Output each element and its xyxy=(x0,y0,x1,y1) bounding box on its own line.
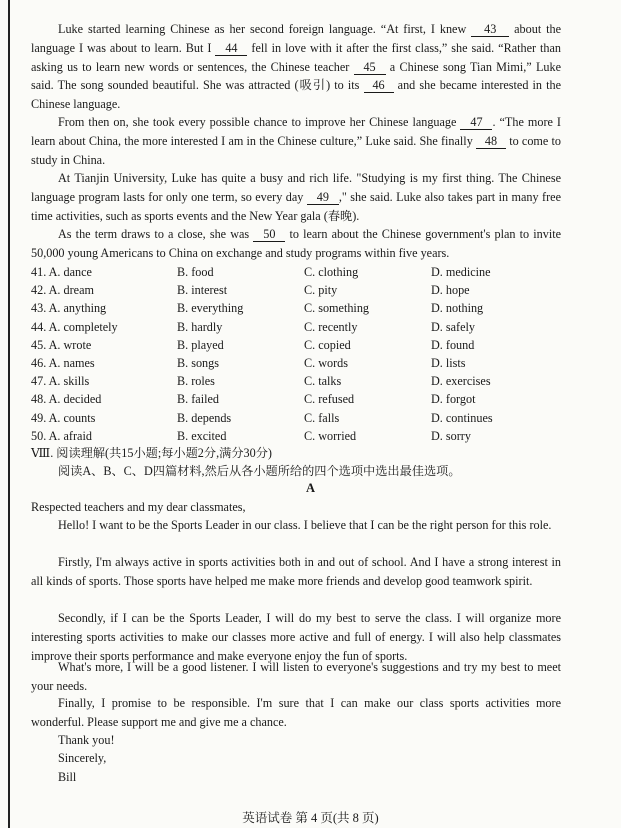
option-d: D. continues xyxy=(431,410,493,425)
option-d: D. hope xyxy=(431,283,470,298)
option-row xyxy=(31,318,561,336)
passage-paragraph-4: As the term draws to a close, she was 50 to learn about the Chinese government's plan to invite 50,000 young Americans to China on exchange and study programs within five years. xyxy=(31,227,562,260)
option-c: C. something xyxy=(304,301,370,316)
option-a: 42. A. dream xyxy=(31,283,94,298)
option-b: B. interest xyxy=(177,283,228,298)
option-b: B. songs xyxy=(177,355,219,370)
option-row xyxy=(31,390,561,408)
passage-label: A xyxy=(305,481,316,495)
page-footer: 英语试卷 第 4 页(共 8 页) xyxy=(242,811,379,825)
option-row xyxy=(31,427,561,445)
option-a: 48. A. decided xyxy=(31,392,102,407)
option-d: D. lists xyxy=(431,355,466,370)
option-c: C. worried xyxy=(304,428,357,443)
option-c: C. refused xyxy=(304,392,355,407)
answer-options xyxy=(31,263,561,445)
option-a: 41. A. dance xyxy=(31,265,92,279)
option-a: 44. A. completely xyxy=(31,319,118,334)
option-b: B. roles xyxy=(177,374,215,389)
option-d: D. exercises xyxy=(431,374,491,389)
blank-46: 46 xyxy=(364,78,394,93)
option-c: C. falls xyxy=(304,410,340,425)
option-b: B. hardly xyxy=(177,319,223,334)
option-row xyxy=(31,281,561,299)
option-b: B. depends xyxy=(177,410,232,425)
option-c: C. pity xyxy=(304,283,338,298)
section-heading: Ⅷ. 阅读理解(共15小题;每小题2分,满分30分) xyxy=(31,446,272,460)
option-b: B. failed xyxy=(177,392,219,407)
letter-closing: Sincerely, xyxy=(58,751,107,765)
option-a: 45. A. wrote xyxy=(31,337,92,352)
letter-paragraph: Firstly, I'm always active in sports activities both in and out of school. And I have a strong interest in all kinds of sports. Those sports have helped me make more friends and develop good teamwork spirit. xyxy=(31,555,561,588)
option-c: C. words xyxy=(304,355,349,370)
option-d: D. sorry xyxy=(431,428,471,443)
option-row xyxy=(31,299,561,317)
letter-thanks: Thank you! xyxy=(58,733,115,747)
option-b: B. excited xyxy=(177,428,227,443)
letter-paragraph: Hello! I want to be the Sports Leader in our class. I believe that I can be the right person for this role. xyxy=(58,518,552,532)
option-row xyxy=(31,409,561,427)
letter-paragraph: Secondly, if I can be the Sports Leader, I will do my best to serve the class. I will organize more interesting sports activities to make our classes more active and full of energy. I will also help classmates improve their sports performance and make everyone enjoy the fun of sports. xyxy=(31,611,561,663)
letter-paragraph: Finally, I promise to be responsible. I'm sure that I can make our class sports activities more wonderful. Please support me and give me a chance. xyxy=(31,696,561,729)
binding-line xyxy=(8,0,10,828)
option-d: D. nothing xyxy=(431,301,484,316)
option-d: D. forgot xyxy=(431,392,476,407)
option-d: D. safely xyxy=(431,319,475,334)
blank-48: 48 xyxy=(476,134,506,149)
blank-45: 45 xyxy=(354,60,386,75)
option-b: B. everything xyxy=(177,301,244,316)
blank-47: 47 xyxy=(460,115,492,130)
option-a: 50. A. afraid xyxy=(31,428,92,443)
option-row xyxy=(31,354,561,372)
blank-50: 50 xyxy=(253,227,285,242)
option-a: 46. A. names xyxy=(31,355,95,370)
option-b: B. food xyxy=(177,265,214,279)
option-a: 49. A. counts xyxy=(31,410,96,425)
option-row xyxy=(31,336,561,354)
option-d: D. medicine xyxy=(431,265,491,279)
blank-49: 49 xyxy=(307,190,339,205)
passage-paragraph-1: Luke started learning Chinese as her second foreign language. “At first, I knew 43 about the language I was about to learn. But I 44 fell in love with it after the first class,” she said. “Rather than asking us to learn new words or sentences, the Chinese teacher 45 a Chinese song Tian Mimi,” Luke said. The song sounded beautiful. She was attracted (吸引) to its 46 and she became interested in the Chinese language. xyxy=(31,22,562,112)
option-c: C. clothing xyxy=(304,265,359,279)
option-c: C. talks xyxy=(304,374,342,389)
option-c: C. copied xyxy=(304,337,351,352)
section-instruction: 阅读A、B、C、D四篇材料,然后从各小题所给的四个选项中选出最佳选项。 xyxy=(58,464,461,478)
letter-signature: Bill xyxy=(58,770,77,784)
blank-44: 44 xyxy=(215,41,247,56)
passage-paragraph-2: From then on, she took every possible chance to improve her Chinese language 47 . “The more I learn about China, the more interested I am in the Chinese culture,” Luke said. She finally 48 to come to study in China. xyxy=(31,115,562,167)
option-a: 47. A. skills xyxy=(31,374,90,389)
passage-paragraph-3: At Tianjin University, Luke has quite a busy and rich life. "Studying is my first thing. The Chinese language program lasts for only one term, so every day 49 ," she said. Luke also takes part in many free time activities, such as sports events and the New Year gala (春晚). xyxy=(31,171,561,223)
letter-greeting: Respected teachers and my dear classmates, xyxy=(31,500,246,514)
option-b: B. played xyxy=(177,337,224,352)
option-a: 43. A. anything xyxy=(31,301,107,316)
option-row xyxy=(31,372,561,390)
blank-43: 43 xyxy=(471,22,509,37)
option-c: C. recently xyxy=(304,319,358,334)
option-row xyxy=(31,263,561,281)
option-d: D. found xyxy=(431,337,475,352)
letter-paragraph: What's more, I will be a good listener. I will listen to everyone's suggestions and try my best to meet your needs. xyxy=(31,660,561,693)
